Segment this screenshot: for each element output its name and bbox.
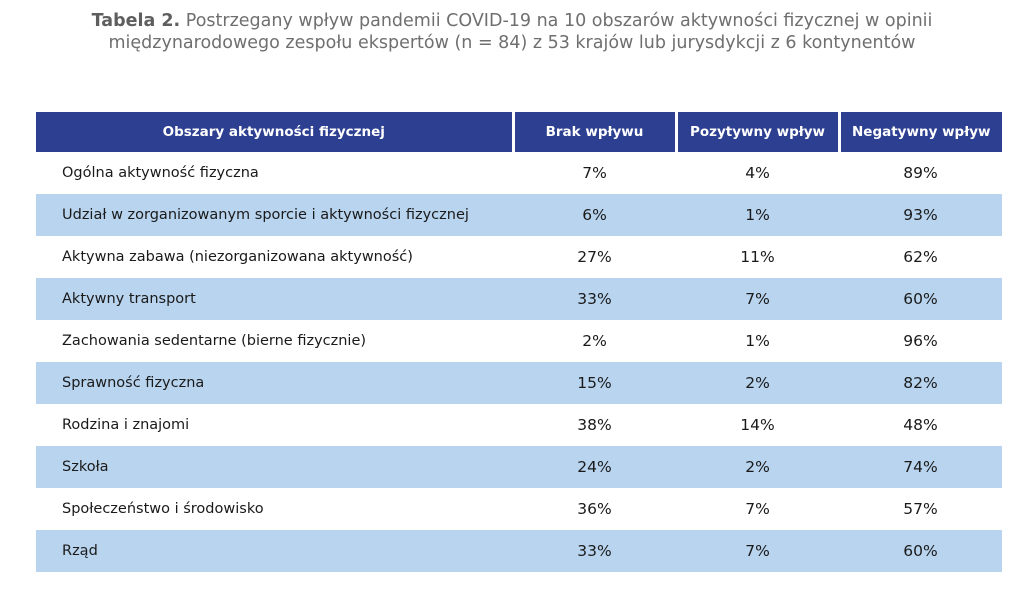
negative-impact-cell: 74%	[839, 446, 1002, 488]
caption-label: Tabela 2.	[91, 11, 181, 31]
table-row	[36, 404, 1002, 446]
no-impact-cell: 27%	[513, 236, 676, 278]
negative-impact-cell: 60%	[839, 278, 1002, 320]
positive-impact-cell: 1%	[676, 320, 839, 362]
positive-impact-cell: 2%	[676, 362, 839, 404]
caption-line-1	[0, 10, 1024, 32]
area-cell: Szkoła	[36, 446, 513, 488]
table-row	[36, 446, 1002, 488]
table-row	[36, 236, 1002, 278]
positive-impact-cell: 7%	[676, 488, 839, 530]
area-cell: Aktywna zabawa (niezorganizowana aktywność)	[36, 236, 513, 278]
positive-impact-cell: 1%	[676, 194, 839, 236]
area-cell: Rodzina i znajomi	[36, 404, 513, 446]
negative-impact-cell: 82%	[839, 362, 1002, 404]
caption-line-2: międzynarodowego zespołu ekspertów (n = 84) z 53 krajów lub jurysdykcji z 6 kontynentów	[108, 33, 916, 53]
positive-impact-cell: 11%	[676, 236, 839, 278]
negative-impact-cell: 57%	[839, 488, 1002, 530]
negative-impact-cell: 48%	[839, 404, 1002, 446]
header-area: Obszary aktywności fizycznej	[36, 112, 513, 152]
table-row	[36, 530, 1002, 572]
table-caption	[0, 10, 1024, 54]
no-impact-cell: 36%	[513, 488, 676, 530]
table-row	[36, 488, 1002, 530]
positive-impact-cell: 7%	[676, 278, 839, 320]
no-impact-cell: 24%	[513, 446, 676, 488]
negative-impact-cell: 62%	[839, 236, 1002, 278]
header-positive-impact: Pozytywny wpływ	[676, 112, 839, 152]
header-row	[36, 112, 1002, 152]
positive-impact-cell: 7%	[676, 530, 839, 572]
area-cell: Aktywny transport	[36, 278, 513, 320]
table-row	[36, 194, 1002, 236]
header-negative-impact: Negatywny wpływ	[839, 112, 1002, 152]
negative-impact-cell: 89%	[839, 152, 1002, 194]
no-impact-cell: 33%	[513, 530, 676, 572]
no-impact-cell: 2%	[513, 320, 676, 362]
positive-impact-cell: 4%	[676, 152, 839, 194]
table-row	[36, 278, 1002, 320]
no-impact-cell: 6%	[513, 194, 676, 236]
area-cell: Ogólna aktywność fizyczna	[36, 152, 513, 194]
header-no-impact: Brak wpływu	[513, 112, 676, 152]
negative-impact-cell: 96%	[839, 320, 1002, 362]
no-impact-cell: 33%	[513, 278, 676, 320]
caption-text-1: Postrzegany wpływ pandemii COVID-19 na 10 obszarów aktywności fizycznej w opinii	[185, 11, 933, 31]
area-cell: Społeczeństwo i środowisko	[36, 488, 513, 530]
table-row	[36, 320, 1002, 362]
area-cell: Udział w zorganizowanym sporcie i aktywności fizycznej	[36, 194, 513, 236]
positive-impact-cell: 14%	[676, 404, 839, 446]
no-impact-cell: 15%	[513, 362, 676, 404]
area-cell: Zachowania sedentarne (bierne fizycznie)	[36, 320, 513, 362]
area-cell: Rząd	[36, 530, 513, 572]
negative-impact-cell: 60%	[839, 530, 1002, 572]
table-body	[36, 152, 1002, 572]
table-row	[36, 362, 1002, 404]
table-row	[36, 152, 1002, 194]
no-impact-cell: 7%	[513, 152, 676, 194]
positive-impact-cell: 2%	[676, 446, 839, 488]
area-cell: Sprawność fizyczna	[36, 362, 513, 404]
no-impact-cell: 38%	[513, 404, 676, 446]
impact-table	[36, 112, 1002, 572]
negative-impact-cell: 93%	[839, 194, 1002, 236]
